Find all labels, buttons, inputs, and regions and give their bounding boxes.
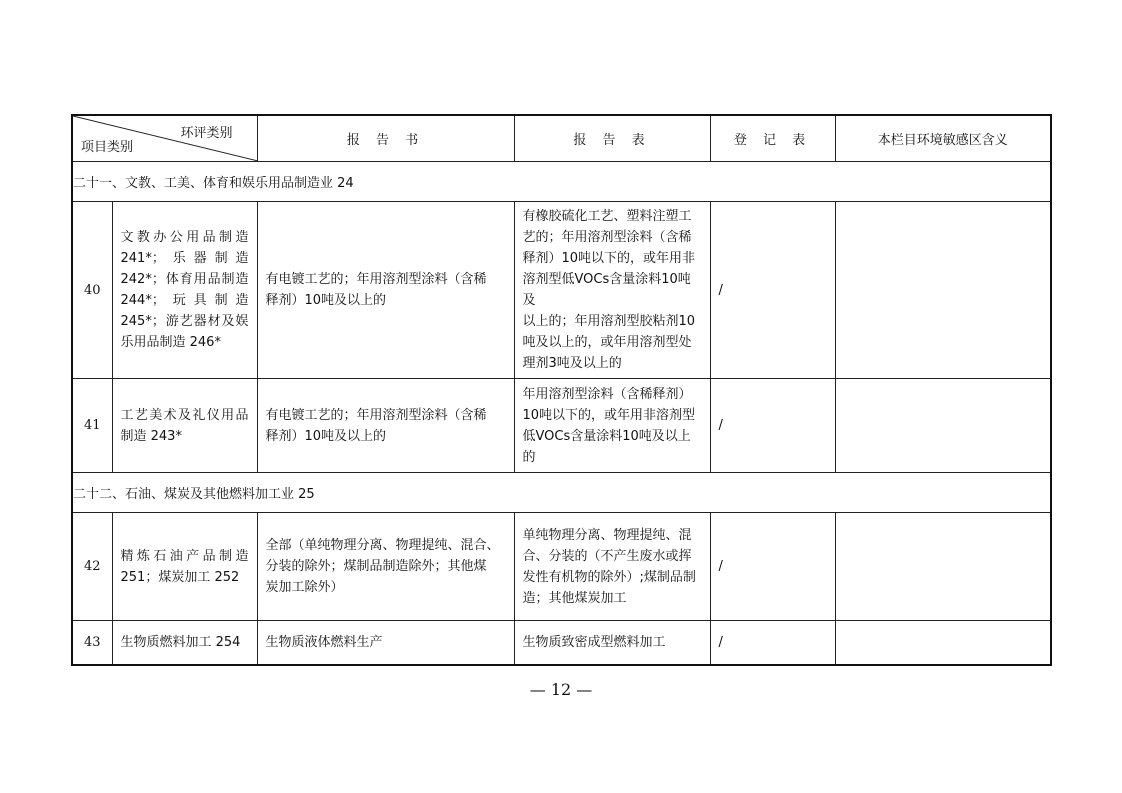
category-line: 文教办公用品制造 (120, 230, 249, 245)
category-line: 245*；游艺器材及娱 (120, 314, 249, 329)
report-form-line: 以上的；年用溶剂型胶粘剂10 (522, 314, 696, 329)
report-form-cell (514, 621, 710, 665)
category-line: 制造 243* (120, 428, 182, 444)
row-number: 42 (72, 513, 112, 621)
report-form-line: 造；其他煤炭加工 (522, 590, 627, 606)
register-cell: / (710, 621, 835, 665)
register-cell: / (710, 202, 835, 379)
category-line: 精炼石油产品制造 (120, 548, 249, 564)
sensitive-cell (835, 202, 1051, 379)
diag-top-label: 环评类别 (180, 126, 233, 141)
report-book-line: 分装的除外；煤制品制造除外；其他煤 (265, 559, 487, 574)
category-line: 生物质燃料加工 254 (120, 634, 241, 650)
row-number: 43 (72, 621, 112, 665)
col-report-book: 报 告 书 (257, 115, 514, 162)
register-cell: / (710, 379, 835, 473)
report-book-cell (257, 379, 514, 473)
diag-bottom-label: 项目类别 (81, 140, 134, 155)
col-report-form: 报 告 表 (514, 115, 710, 162)
register-cell: / (710, 513, 835, 621)
report-form-line: 有橡胶硫化工艺、塑料注塑工 (522, 209, 692, 224)
report-book-line: 释剂）10吨及以上的 (265, 428, 387, 444)
category-line: 241*；乐器制造 (120, 251, 249, 266)
category-cell (112, 379, 257, 473)
report-book-cell (257, 621, 514, 665)
row-number: 40 (72, 202, 112, 379)
report-form-line: 理剂3吨及以上的 (522, 356, 622, 371)
page-number: — 12 — (529, 680, 593, 699)
report-form-line: 艺的；年用溶剂型涂料（含稀 (522, 230, 692, 245)
table-row (72, 513, 1051, 621)
sensitive-cell (835, 621, 1051, 665)
table-row (72, 621, 1051, 665)
sensitive-cell (835, 379, 1051, 473)
report-form-cell (514, 513, 710, 621)
sensitive-cell (835, 513, 1051, 621)
col-sensitive: 本栏目环境敏感区含义 (835, 115, 1051, 162)
report-form-line: 溶剂型低VOCs含量涂料10吨及 (522, 272, 691, 308)
category-line: 244*；玩具制造 (120, 293, 249, 308)
section-row (72, 473, 1051, 513)
report-form-line: 10吨以下的，或年用非溶剂型 (522, 407, 696, 423)
col-register: 登 记 表 (710, 115, 835, 162)
report-form-line: 吨及以上的，或年用溶剂型处 (522, 335, 692, 350)
section-title: 二十一、文教、工美、体育和娱乐用品制造业 24 (72, 162, 1051, 202)
section-row (72, 162, 1051, 202)
report-book-cell (257, 202, 514, 379)
category-line: 工艺美术及礼仪用品 (120, 407, 249, 423)
row-number: 41 (72, 379, 112, 473)
category-cell (112, 513, 257, 621)
report-form-line: 年用溶剂型涂料（含稀释剂） (522, 386, 692, 402)
report-book-line: 有电镀工艺的；年用溶剂型涂料（含稀 (265, 407, 487, 423)
section-title: 二十二、石油、煤炭及其他燃料加工业 25 (72, 473, 1051, 513)
report-form-line: 低VOCs含量涂料10吨及以上的 (522, 428, 691, 465)
report-form-cell (514, 379, 710, 473)
diagonal-header-cell (72, 115, 257, 162)
report-book-line: 释剂）10吨及以上的 (265, 293, 387, 308)
category-cell (112, 621, 257, 665)
report-book-line: 炭加工除外） (265, 580, 344, 595)
category-line: 乐用品制造 246* (120, 335, 221, 350)
category-line: 251；煤炭加工 252 (120, 569, 240, 585)
report-form-line: 合、分装的（不产生废水或挥 (522, 548, 692, 564)
category-cell (112, 202, 257, 379)
report-form-line: 发性有机物的除外）;煤制品制 (522, 569, 696, 585)
header-row (72, 115, 1051, 162)
classification-table (71, 114, 1052, 666)
table-row (72, 202, 1051, 379)
category-line: 242*；体育用品制造 (120, 272, 249, 287)
report-form-cell (514, 202, 710, 379)
report-form-line: 生物质致密成型燃料加工 (522, 634, 666, 650)
report-book-line: 生物质液体燃料生产 (265, 634, 383, 650)
report-book-line: 全部（单纯物理分离、物理提纯、混合、 (265, 538, 500, 553)
report-form-line: 释剂）10吨以下的，或年用非 (522, 251, 696, 266)
report-book-cell (257, 513, 514, 621)
report-form-line: 单纯物理分离、物理提纯、混 (522, 527, 692, 543)
table-row (72, 379, 1051, 473)
report-book-line: 有电镀工艺的；年用溶剂型涂料（含稀 (265, 272, 487, 287)
